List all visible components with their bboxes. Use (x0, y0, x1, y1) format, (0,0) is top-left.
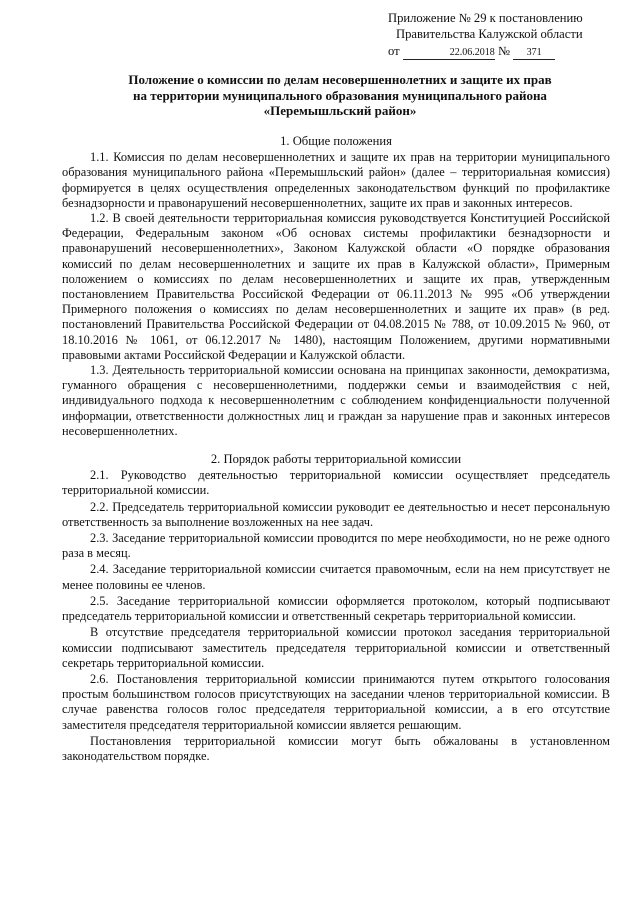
attachment-date-number-line (388, 43, 613, 60)
paragraph-2-2: 2.2. Председатель территориальной комиссии руководит ее деятельностью и несет персональную ответственность за выполнение возложенных на нее задач. (62, 499, 610, 529)
number-label: № (497, 44, 510, 58)
from-label: от (388, 44, 400, 58)
paragraph-2-1: 2.1. Руководство деятельностью территориальной комиссии осуществляет председатель территориальной комиссии. (62, 468, 610, 498)
number-value: 371 (513, 47, 555, 60)
document-title (60, 72, 620, 119)
attachment-line-1: Приложение № 29 к постановлению (388, 11, 583, 25)
title-line-1: Положение о комиссии по делам несовершеннолетних и защите их прав (128, 72, 552, 87)
section-2-heading: 2. Порядок работы территориальной комиссии (210, 452, 462, 467)
paragraph-1-1: 1.1. Комиссия по делам несовершеннолетних и защите их прав на территории муниципального образования муниципального района «Перемышльский район» (далее – территориальная комиссия) формируется в целях осуществления определенных законодательством функций по профилактике безнадзорности и правонарушений несовершеннолетних, защите их прав и законных интересов. (62, 150, 610, 210)
paragraph-2-6-appeal: Постановления территориальной комиссии могут быть обжалованы в установленном законодательством порядке. (62, 733, 610, 763)
attachment-header (388, 10, 613, 60)
title-line-3: «Перемышльский район» (263, 103, 417, 118)
section-1-heading: 1. Общие положения (280, 134, 392, 148)
paragraph-2-3: 2.3. Заседание территориальной комиссии проводится по мере необходимости, но не реже одного раза в месяц. (62, 531, 610, 561)
paragraph-2-4: 2.4. Заседание территориальной комиссии считается правомочным, если на нем присутствует не менее половины ее членов. (62, 562, 610, 592)
title-line-2: на территории муниципального образования муниципального района (133, 87, 547, 103)
date-value: 22.06.2018 (403, 47, 495, 60)
paragraph-2-5: 2.5. Заседание территориальной комиссии оформляется протоколом, который подписывают председатель территориальной комиссии и ответственный секретарь территориальной комиссии. (62, 593, 610, 624)
paragraph-2-5-absence: В отсутствие председателя территориальной комиссии протокол заседания территориальной комиссии подписывают заместитель председателя территориальной комиссии и ответственный секретарь территориальной комиссии. (62, 625, 610, 670)
attachment-line-2: Правительства Калужской области (396, 27, 583, 41)
paragraph-1-2: 1.2. В своей деятельности территориальная комиссия руководствуется Конституцией Российской Федерации, Федеральным законом «Об основах системы профилактики безнадзорности и правонарушений несовершеннолетних», Законом Калужской области «О порядке образования комиссий по делам несовершеннолетних и защите их прав в Калужской области», Примерным положением о комиссиях по делам несовершеннолетних и защите их прав, утвержденным постановлением Правительства Российской Федерации от 06.11.2013 № 995 «Об утверждении Примерного положения о комиссиях по делам несовершеннолетних и защите их прав» (в ред. постановлений Правительства Российской Федерации от 04.08.2015 № 788, от 10.09.2015 № 960, от 18.10.2016 № 1061, от 06.12.2017 № 1480), настоящим Положением, другими нормативными правовыми актами Российской Федерации и Калужской области. (62, 211, 610, 362)
paragraph-1-3: 1.3. Деятельность территориальной комиссии основана на принципах законности, демократизма, гуманного обращения с несовершеннолетними, поддержки семьи и взаимодействия с ней, индивидуального подхода к несовершеннолетним с соблюдением конфиденциальности полученной информации, ответственности должностных лиц и граждан за нарушение прав и законных интересов несовершеннолетних. (62, 363, 610, 438)
paragraph-2-6: 2.6. Постановления территориальной комиссии принимаются путем открытого голосования простым большинством голосов присутствующих на заседании членов территориальной комиссии. В случае равенства голосов голос председателя территориальной комиссии, а в его отсутствие заместителя председателя территориальной комиссии является решающим. (62, 671, 610, 732)
document-body (62, 134, 610, 764)
